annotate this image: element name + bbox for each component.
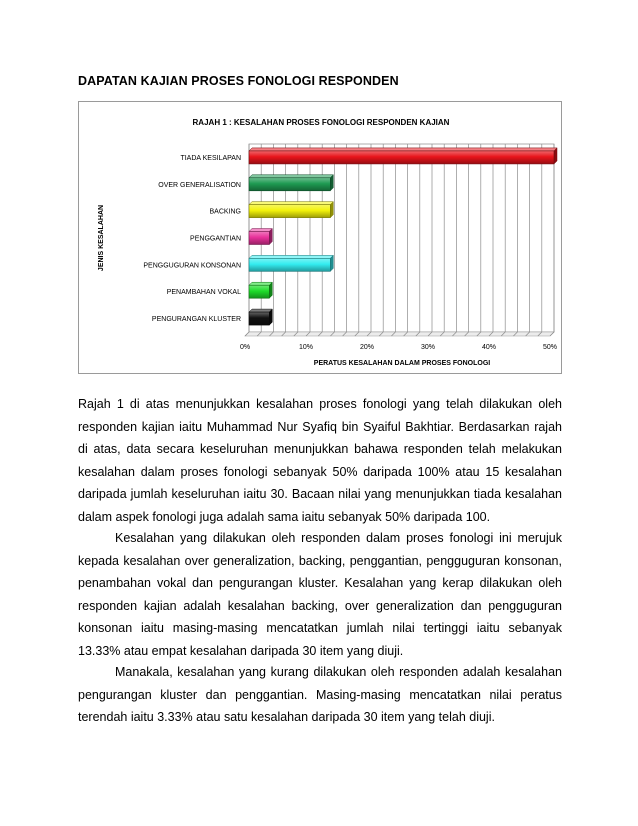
plot-floor xyxy=(245,332,554,336)
x-tick-label: 30% xyxy=(420,344,436,351)
category-label: PENGURANGAN KLUSTER xyxy=(151,316,241,324)
bar-top xyxy=(249,148,557,151)
bar-side xyxy=(330,202,333,218)
category-label: PENAMBAHAN VOKAL xyxy=(166,289,241,297)
bar xyxy=(249,312,269,325)
x-tick-label: 20% xyxy=(359,344,375,351)
category-label: TIADA KESILAPAN xyxy=(180,154,241,162)
bar-top xyxy=(249,282,272,285)
bar-side xyxy=(554,148,557,164)
bar xyxy=(249,205,330,218)
bar xyxy=(249,151,554,164)
chart-frame xyxy=(78,101,562,374)
bar-side xyxy=(269,282,272,298)
bar-chart xyxy=(79,102,563,375)
x-tick-label: 50% xyxy=(542,344,558,351)
category-label: PENGGANTIAN xyxy=(190,235,241,243)
bar xyxy=(249,285,269,298)
bar-top xyxy=(249,229,272,232)
bar-side xyxy=(269,309,272,325)
section-heading: DAPATAN KAJIAN PROSES FONOLOGI RESPONDEN xyxy=(78,74,399,88)
bar-side xyxy=(330,175,333,191)
x-tick-label: 10% xyxy=(298,344,314,351)
paragraph-1: Rajah 1 di atas menunjukkan kesalahan proses fonologi yang telah dilakukan oleh responden kajian iaitu Muhammad Nur Syafiq bin Syaiful Bakhtiar. Berdasarkan rajah di atas, data secara keseluruhan menunjukkan bahawa responden telah melakukan kesalahan dalam proses fonologi sebanyak 50% daripada 100% atau 15 kesalahan daripada jumlah keseluruhan iaitu 30. Bacaan nilai yang menunjukkan tiada kesalahan dalam aspek fonologi juga adalah sama iaitu sebanyak 50% daripada 100. xyxy=(78,397,562,524)
bar xyxy=(249,178,330,191)
x-tick-label: 40% xyxy=(481,344,497,351)
bar-side xyxy=(330,255,333,271)
paragraph-2: Kesalahan yang dilakukan oleh responden dalam proses fonologi ini merujuk kepada kesalahan over generalization, backing, penggantian, pengguguran konsonan, penambahan vokal dan pengurangan kluster. Kesalahan yang kerap dilakukan oleh responden kajian adalah kesalahan backing, over generalization dan pengguguran konsonan iaitu masing-masing mencatatkan jumlah nilai tertinggi iaitu sebanyak 13.33% atau empat kesalahan daripada 30 item yang diuji. xyxy=(78,531,562,658)
category-label: PENGGUGURAN KONSONAN xyxy=(143,262,241,270)
y-axis-label: JENIS KESALAHAN xyxy=(98,204,105,272)
plot-area xyxy=(249,144,554,332)
bar-top xyxy=(249,175,333,178)
bar-top xyxy=(249,309,272,312)
x-tick-label: 0% xyxy=(239,344,251,351)
category-label: BACKING xyxy=(209,208,241,216)
bar-top xyxy=(249,255,333,258)
bar-side xyxy=(269,229,272,245)
x-axis-label: PERATUS KESALAHAN DALAM PROSES FONOLOGI xyxy=(313,360,491,367)
paragraph-3: Manakala, kesalahan yang kurang dilakukan oleh responden adalah kesalahan pengurangan kluster dan penggantian. Masing-masing mencatatkan nilai peratus terendah iaitu 3.33% atau satu kesalahan daripada 30 item yang telah diuji. xyxy=(78,665,562,724)
bar xyxy=(249,232,269,245)
bar-top xyxy=(249,202,333,205)
category-label: OVER GENERALISATION xyxy=(158,181,241,189)
chart-title: RAJAH 1 : KESALAHAN PROSES FONOLOGI RESPONDEN KAJIAN xyxy=(192,118,450,127)
bar xyxy=(249,258,330,271)
